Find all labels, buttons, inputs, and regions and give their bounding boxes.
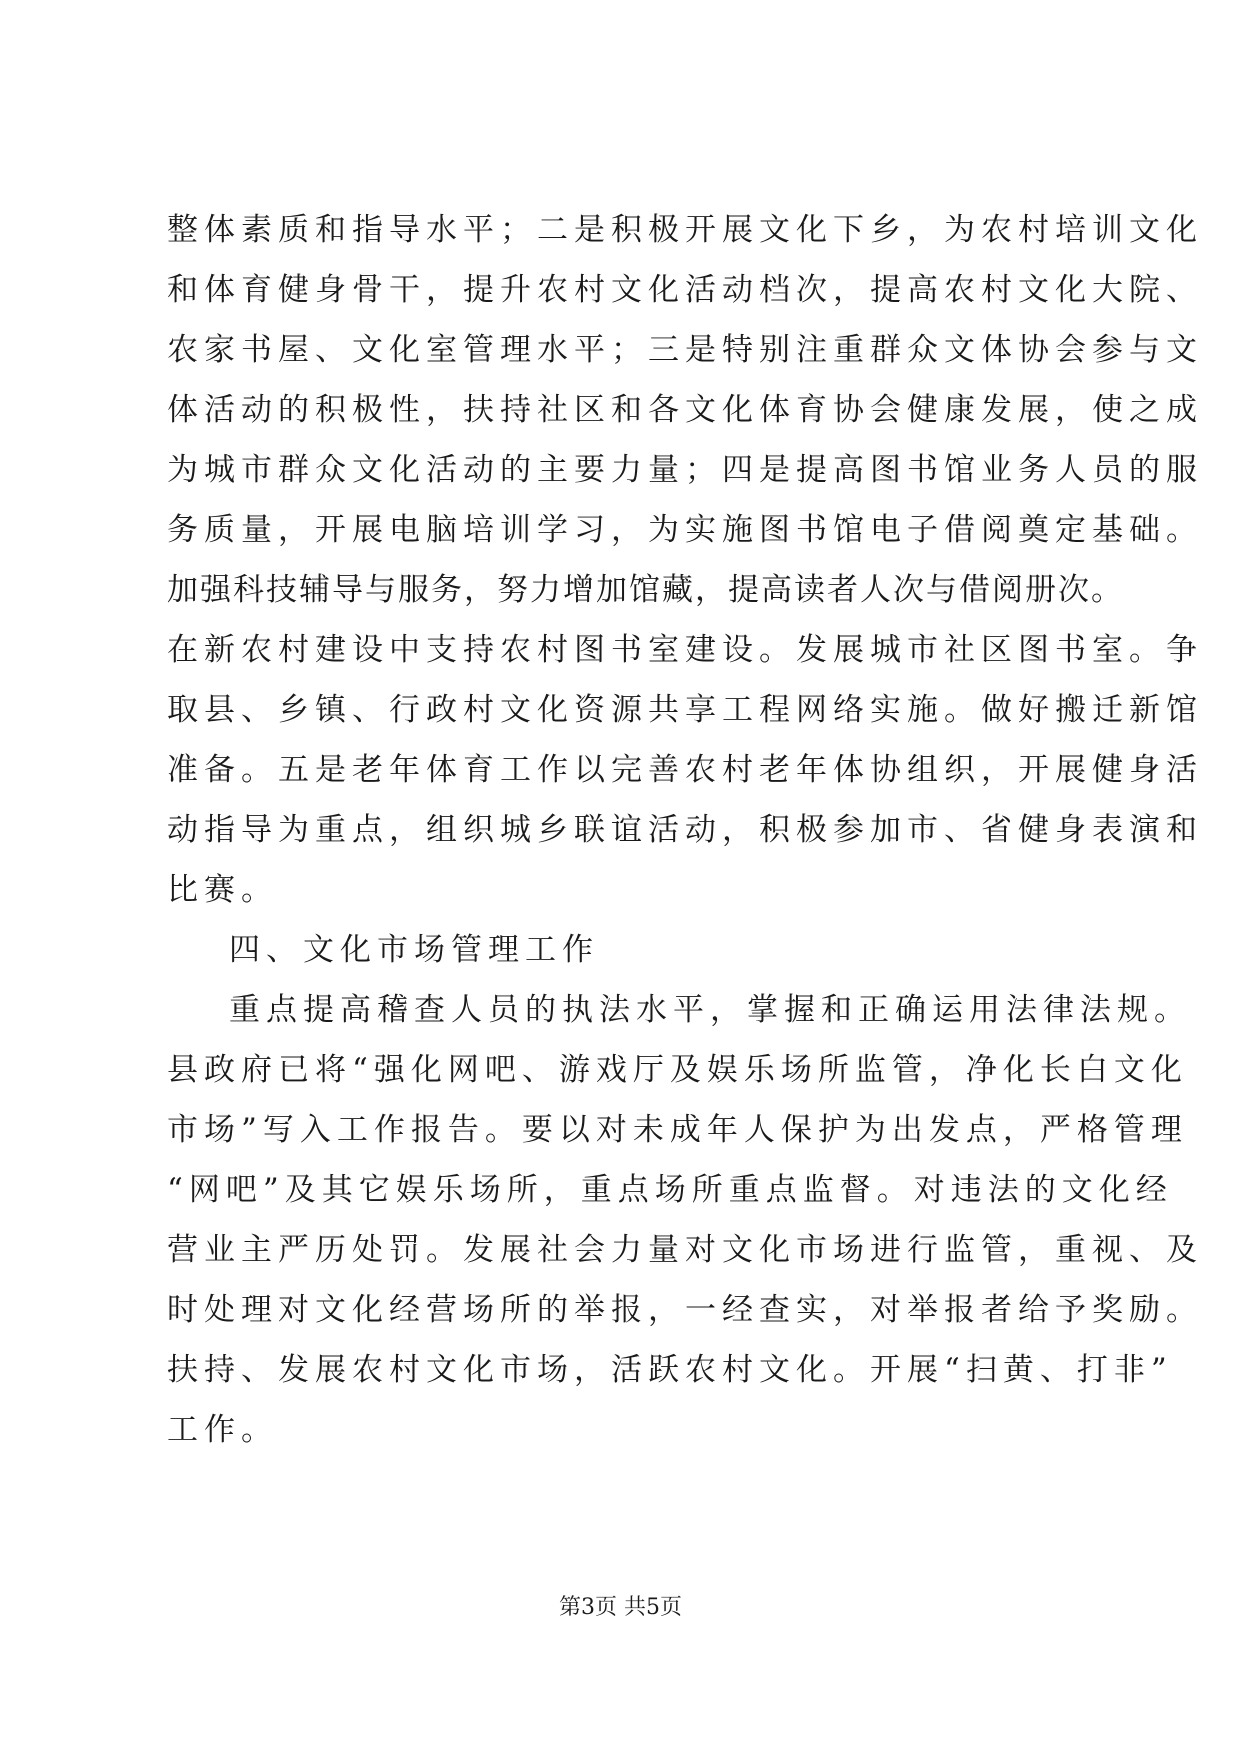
text-line: 工作。	[167, 1412, 278, 1448]
text-line: 动指导为重点，组织城乡联谊活动，积极参加市、省健身表演和	[167, 812, 1203, 848]
section-heading: 四、文化市场管理工作	[229, 932, 599, 968]
body-text	[167, 200, 1203, 1460]
text-line: 务质量，开展电脑培训学习，为实施图书馆电子借阅奠定基础。	[167, 512, 1203, 548]
text-line: 在新农村建设中支持农村图书室建设。发展城市社区图书室。争	[167, 632, 1203, 668]
page-footer: 第3页 共5页	[559, 1595, 682, 1620]
text-line: 农家书屋、文化室管理水平；三是特别注重群众文体协会参与文	[167, 332, 1203, 368]
text-line: 扶持、发展农村文化市场，活跃农村文化。开展“扫黄、打非”	[167, 1352, 1173, 1388]
text-line: 准备。五是老年体育工作以完善农村老年体协组织，开展健身活	[167, 752, 1203, 788]
text-line: 市场”写入工作报告。要以对未成年人保护为出发点，严格管理	[167, 1112, 1188, 1148]
text-line: 县政府已将“强化网吧、游戏厅及娱乐场所监管，净化长白文化	[167, 1052, 1188, 1088]
text-line: 比赛。	[167, 872, 278, 908]
text-line: 营业主严历处罚。发展社会力量对文化市场进行监管，重视、及	[167, 1232, 1203, 1268]
text-line: 整体素质和指导水平；二是积极开展文化下乡，为农村培训文化	[167, 212, 1203, 248]
text-line: 为城市群众文化活动的主要力量；四是提高图书馆业务人员的服	[167, 452, 1203, 488]
text-line: 取县、乡镇、行政村文化资源共享工程网络实施。做好搬迁新馆	[167, 692, 1203, 728]
text-line: 体活动的积极性，扶持社区和各文化体育协会健康发展，使之成	[167, 392, 1203, 428]
text-line: 加强科技辅导与服务，努力增加馆藏，提高读者人次与借阅册次。	[167, 572, 1124, 608]
text-line: 时处理对文化经营场所的举报，一经查实，对举报者给予奖励。	[167, 1292, 1203, 1328]
text-line: “网吧”及其它娱乐场所，重点场所重点监督。对违法的文化经	[167, 1172, 1173, 1208]
text-line: 和体育健身骨干，提升农村文化活动档次，提高农村文化大院、	[167, 272, 1203, 308]
paragraph-first-line: 重点提高稽查人员的执法水平，掌握和正确运用法律法规。	[229, 992, 1191, 1028]
